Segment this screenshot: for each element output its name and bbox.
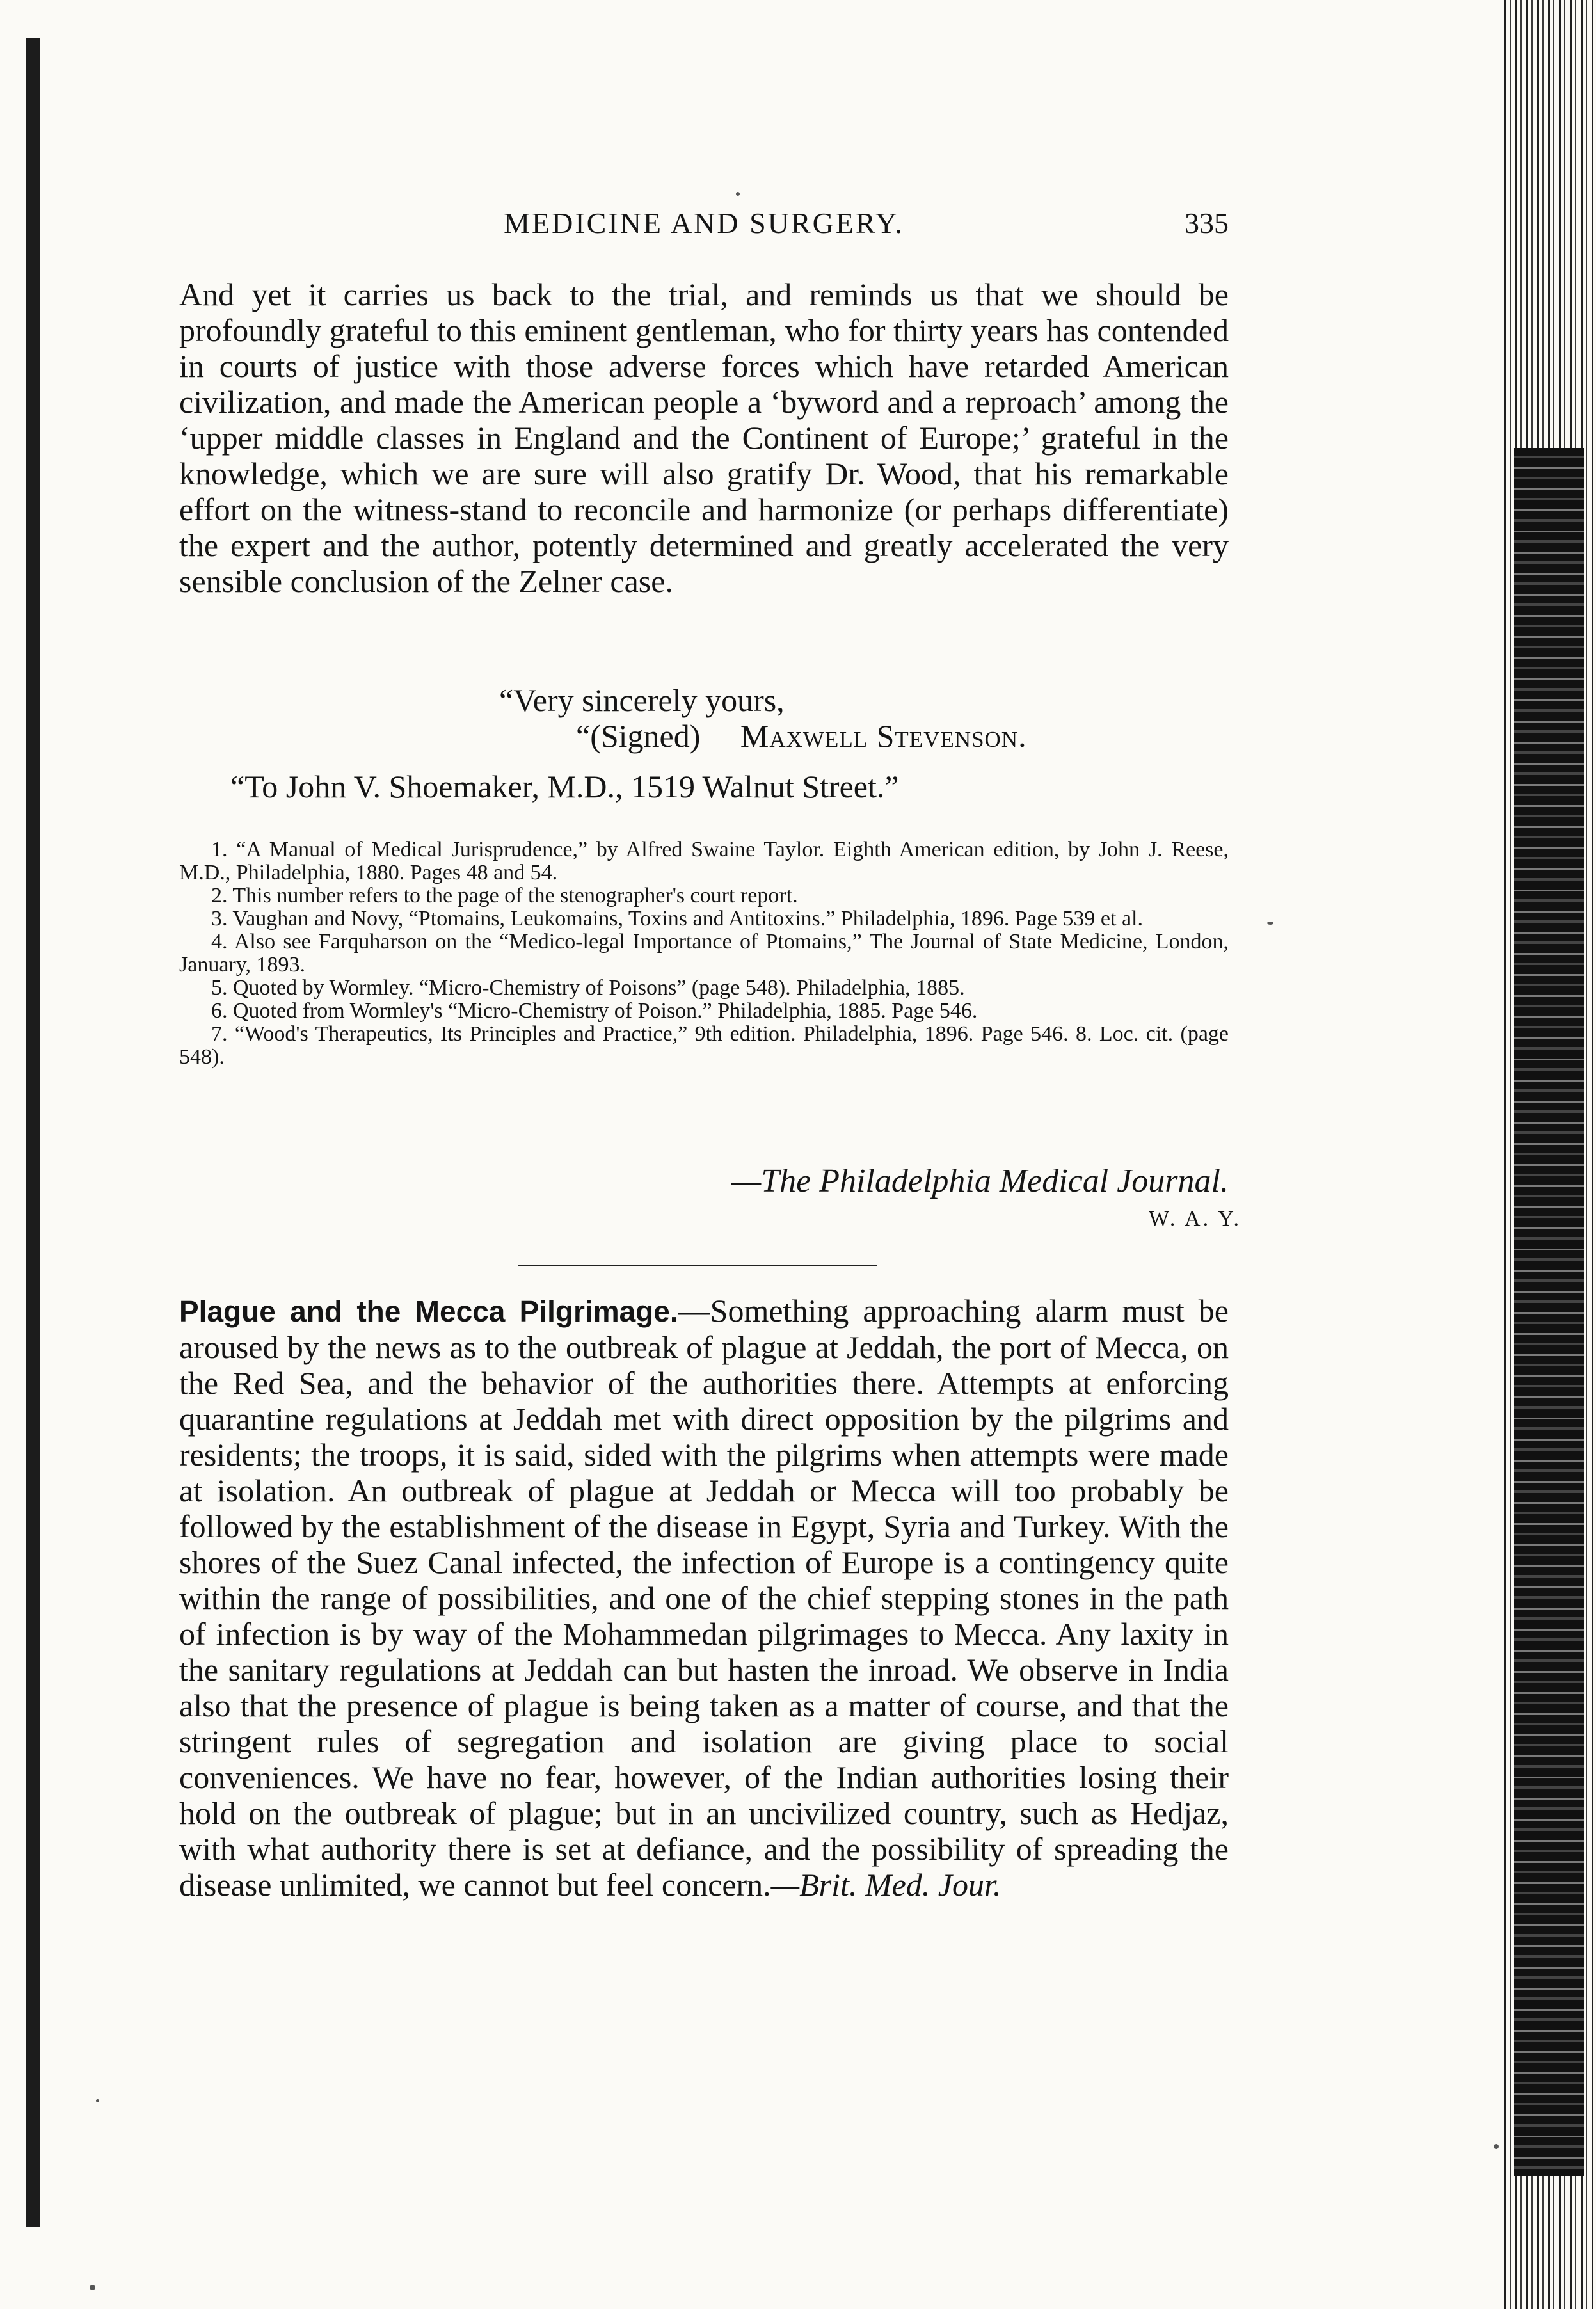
signed-prefix: “(Signed) <box>576 718 701 754</box>
source-attribution: —The Philadelphia Medical Journal. <box>731 1163 1229 1199</box>
letter-paragraph: And yet it carries us back to the trial, and reminds us that we should be profoundly grateful to this eminent gentleman, who for thirty years has contended in courts of justice with those adverse forces which have retarded American civilization, and made the American people a ‘byword and a reproach’ among the ‘upper middle classes in England and the Continent of Europe;’ grateful in the knowledge, which we are sure will also gratify Dr. Wood, that his remarkable effort on the witness-stand to reconcile and harmonize (or perhaps differentiate) the expert and the author, potently determined and greatly accelerated the very sensible conclusion of the Zelner case. <box>179 276 1229 599</box>
letter-addressee: “To John V. Shoemaker, M.D., 1519 Walnut Street.” <box>230 769 899 804</box>
footnotes <box>179 838 1229 1069</box>
article-citation: —Brit. Med. Jour. <box>770 1867 1001 1903</box>
footnote: 1. “A Manual of Medical Jurisprudence,” by Alfred Swaine Taylor. Eighth American edition, by John J. Reese, M.D., Philadelphia, 1880. Pages 48 and 54. <box>179 838 1229 884</box>
article-paragraph <box>179 1293 1229 1903</box>
left-binding-shadow <box>26 38 40 2227</box>
spine-edge-texture <box>1514 448 1584 2176</box>
footnote: 5. Quoted by Wormley. “Micro-Chemistry of Poisons” (page 548). Philadelphia, 1885. <box>211 976 965 1000</box>
article-title: Plague and the Mecca Pilgrimage. <box>179 1295 678 1328</box>
scan-speck <box>1494 2144 1499 2149</box>
footnote: 6. Quoted from Wormley's “Micro-Chemistry of Poison.” Philadelphia, 1885. Page 546. <box>211 999 978 1023</box>
scan-speck <box>736 192 740 196</box>
footnote: 2. This number refers to the page of the stenographer's court report. <box>211 884 798 907</box>
letter-signature <box>576 717 1027 755</box>
page-number: 335 <box>1185 207 1229 239</box>
scan-speck <box>90 2285 95 2290</box>
letter-closing: “Very sincerely yours, <box>499 682 785 718</box>
footnote: 7. “Wood's Therapeutics, Its Principles and Practice,” 9th edition. Philadelphia, 1896. Page 546. 8. Loc. cit. (page 548). <box>179 1022 1229 1069</box>
page-header <box>179 206 1229 251</box>
section-divider <box>518 1265 877 1266</box>
author-initials: W. A. Y. <box>1148 1207 1241 1231</box>
scan-speck <box>1267 922 1273 925</box>
scan-speck <box>96 2099 99 2102</box>
article-body: —Something approaching alarm must be aroused by the news as to the outbreak of plague at Jeddah, the port of Mecca, on the Red Sea, and the behavior of the authorities there. Attempts at enforcing quarantine regulations at Jeddah met with direct opposition by the pilgrims and residents; the troops, it is said, sided with the pilgrims when attempts were made at isolation. An outbreak of plague at Jeddah or Mecca will too probably be followed by the establishment of the disease in Egypt, Syria and Turkey. With the shores of the Suez Canal infected, the infection of Europe is a contingency quite within the range of possibilities, and one of the chief stepping stones in the path of infection is by way of the Mohammedan pilgrimages to Mecca. Any laxity in the sanitary regulations at Jeddah can but hasten the inroad. We observe in India also that the presence of plague is being taken as a matter of course, and that the stringent rules of segregation and isolation are giving place to social conveniences. We have no fear, however, of the Indian authorities losing their hold on the outbreak of plague; but in an uncivilized country, such as Hedjaz, with what authority there is set at defiance, and the possibility of spreading the disease unlimited, we cannot but feel concern. <box>179 1293 1229 1903</box>
footnote: 3. Vaughan and Novy, “Ptomains, Leukomains, Toxins and Antitoxins.” Philadelphia, 1896. Page 539 et al. <box>211 907 1143 931</box>
signer-name: Maxwell Stevenson. <box>740 718 1027 754</box>
right-spine-edge <box>1500 0 1596 2309</box>
running-head: MEDICINE AND SURGERY. <box>504 207 904 239</box>
footnote: 4. Also see Farquharson on the “Medico-legal Importance of Ptomains,” The Journal of State Medicine, London, January, 1893. <box>179 930 1229 977</box>
